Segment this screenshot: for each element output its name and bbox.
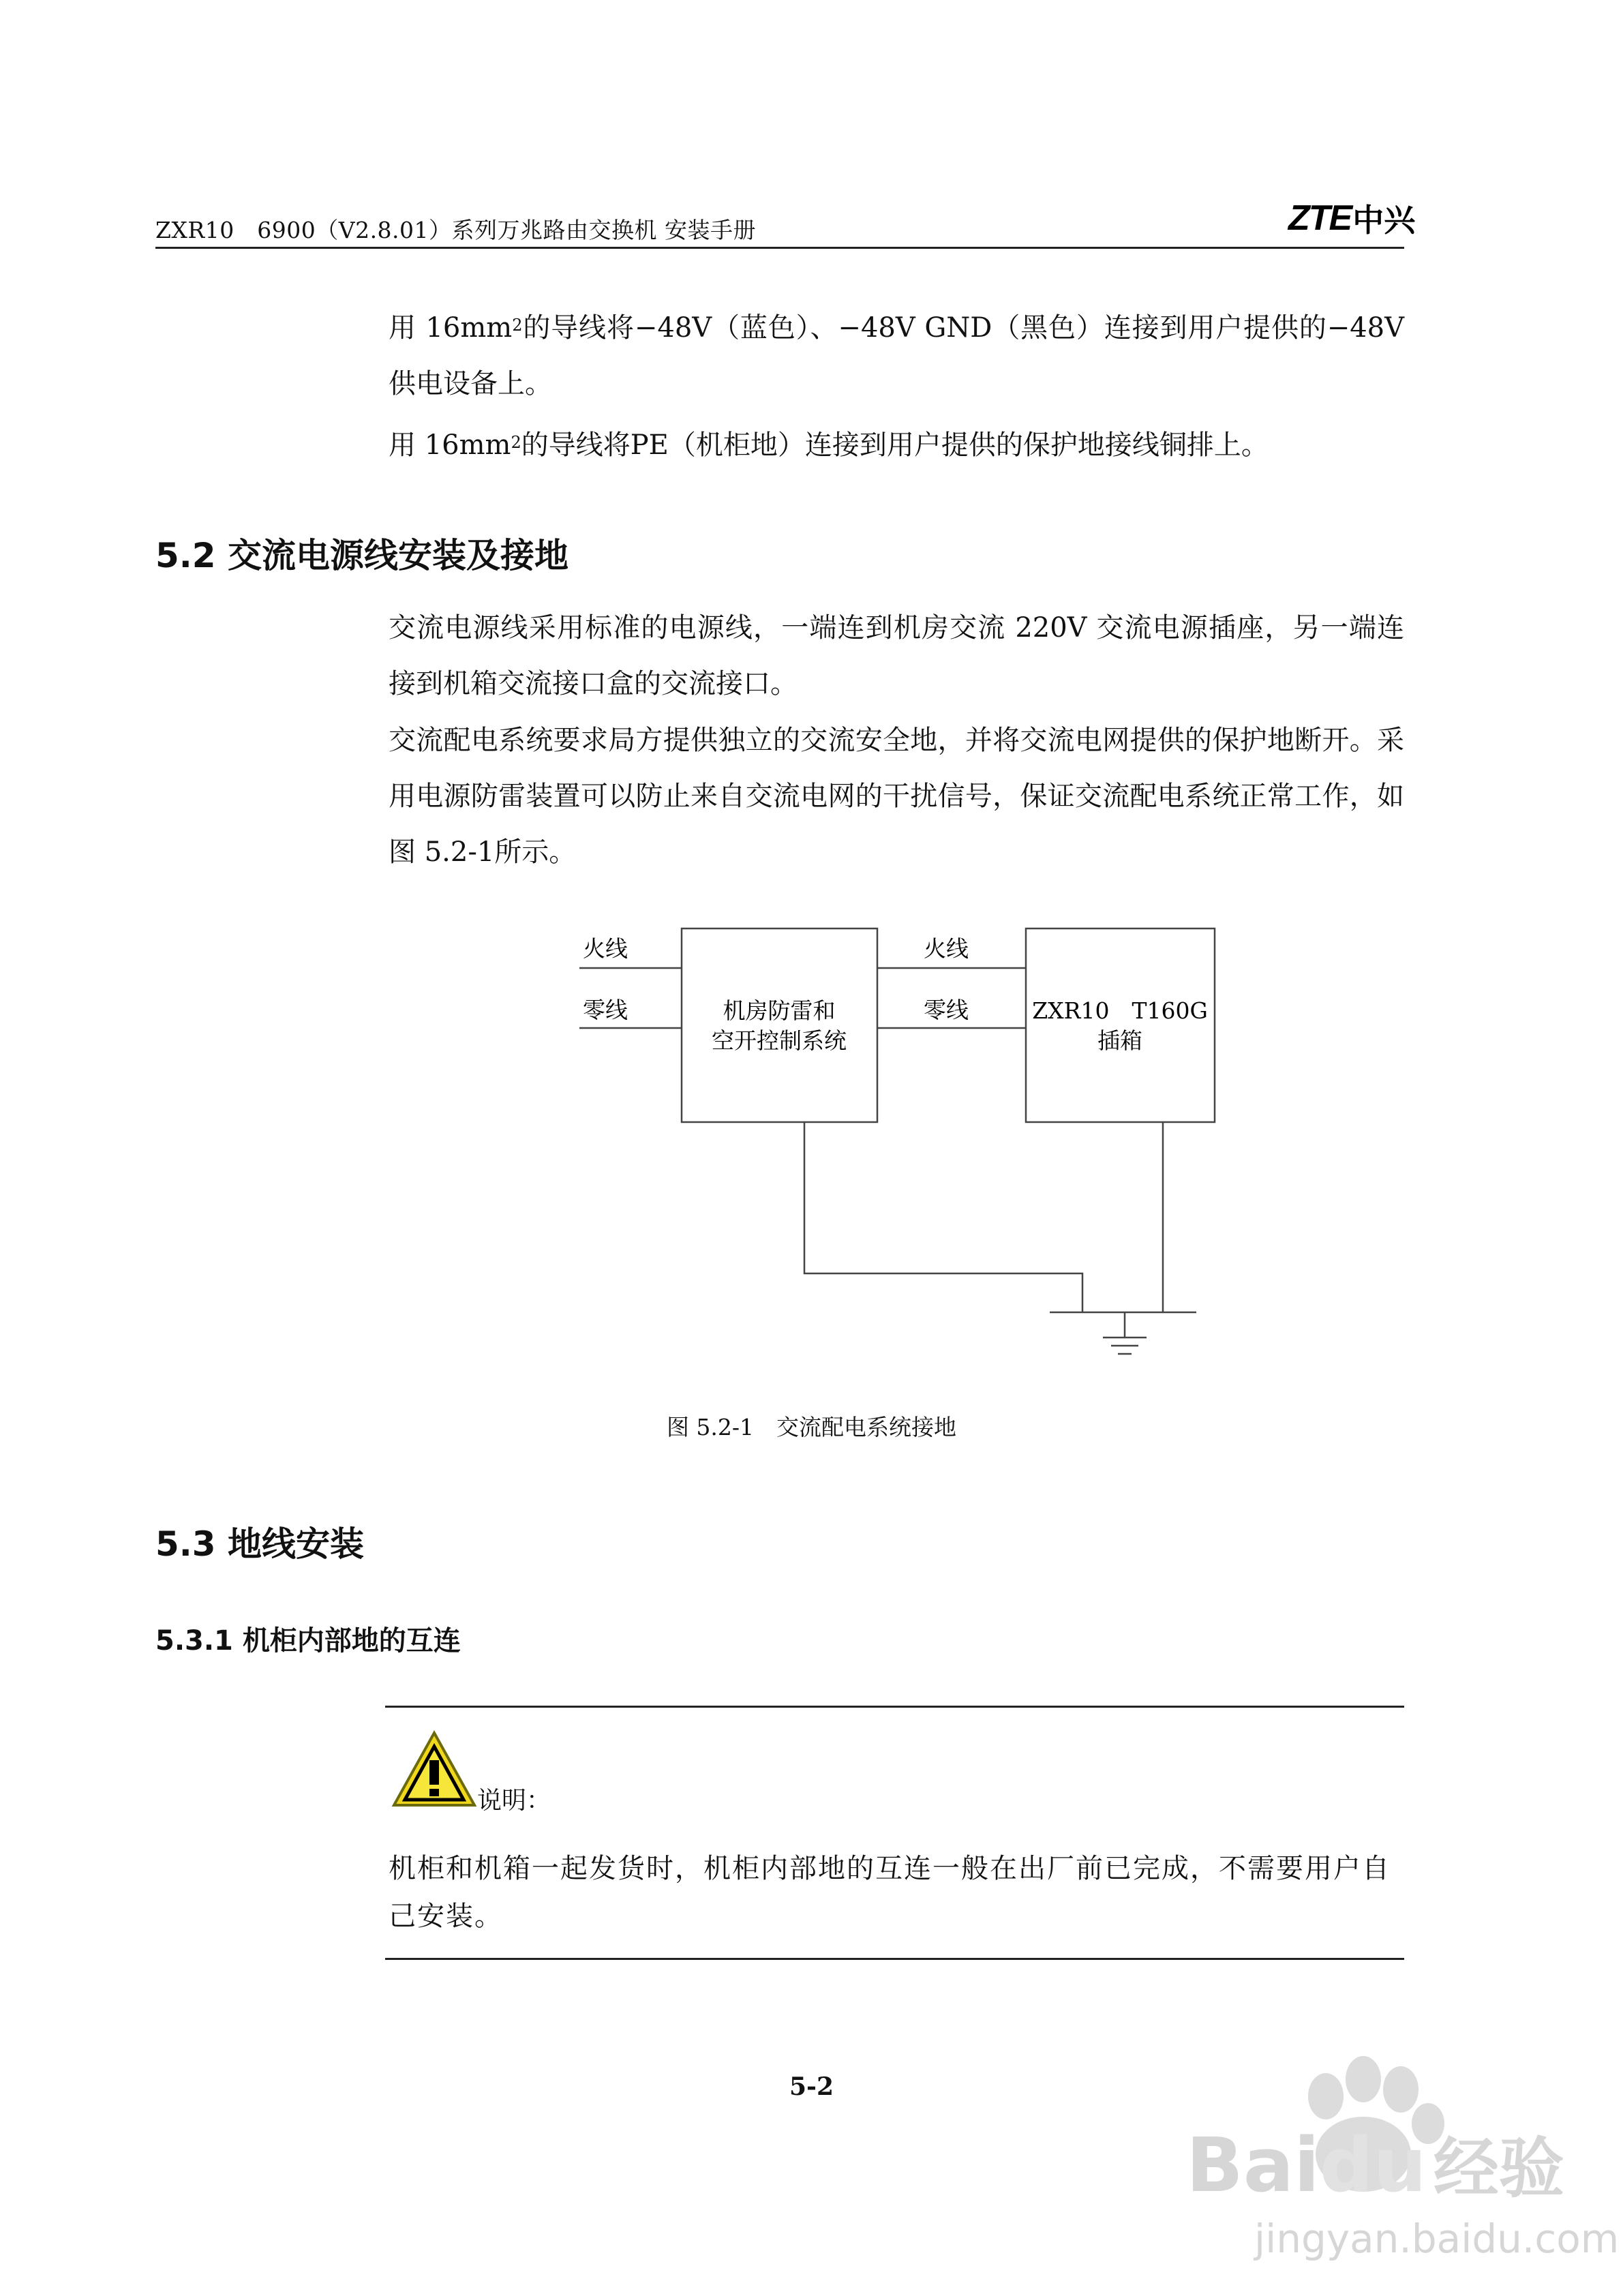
figure-caption: 图 5.2-1 交流配电系统接地: [666, 1414, 957, 1440]
note-label: 说明：: [477, 1787, 551, 1815]
chassis-box: [1026, 928, 1215, 1122]
box1-ground-wire: [804, 1122, 1082, 1312]
running-header: ZXR10 6900（V2.8.01）系列万兆路由交换机 安装手册: [155, 217, 757, 243]
page-number: 5-2: [789, 2072, 834, 2101]
box1-label-1: 机房防雷和: [723, 997, 836, 1024]
watermark-brand: Bai: [1186, 2121, 1320, 2209]
subsection-heading-5-3-1: 5.3.1 机柜内部地的互连: [155, 1625, 461, 1657]
mid-neutral-label: 零线: [924, 997, 969, 1023]
note-top-rule: [385, 1706, 1404, 1708]
warning-triangle-icon: [390, 1729, 479, 1809]
section-5-2-paragraph-1: 交流电源线采用标准的电源线，一端连到机房交流 220V 交流电源插座，另一端连接到机箱交流接口盒的交流接口。: [389, 612, 1404, 699]
intro-paragraph-2: 用 $16mm^2$的导线将PE（机柜地）连接到用户提供的保护地接线铜排上。: [389, 429, 1269, 461]
logo-text: ZTE: [1288, 198, 1352, 238]
baidu-watermark: [1159, 2052, 1620, 2277]
left-live-label: 火线: [583, 935, 628, 962]
section-heading-5-2: 5.2 交流电源线安装及接地: [155, 536, 568, 575]
lightning-protection-box: [682, 928, 877, 1122]
watermark-brand-du: du: [1319, 2121, 1427, 2209]
watermark-url: jingyan.baidu.com: [1254, 2216, 1620, 2262]
box2-label-1: ZXR10 T160G: [1032, 997, 1208, 1024]
box2-label-2: 插箱: [1097, 1027, 1142, 1054]
box1-label-2: 空开控制系统: [712, 1027, 847, 1054]
mid-live-label: 火线: [924, 935, 969, 962]
left-neutral-label: 零线: [583, 997, 628, 1023]
note-text: 机柜和机箱一起发货时，机柜内部地的互连一般在出厂前已完成，不需要用户自己安装。: [389, 1853, 1391, 1932]
section-5-2-paragraph-2: 交流配电系统要求局方提供独立的交流安全地，并将交流电网提供的保护地断开。采用电源防雷装置可以防止来自交流电网的干扰信号，保证交流配电系统正常工作，如图 5.2-1所示。: [389, 725, 1404, 868]
note-bottom-rule: [385, 1958, 1404, 1960]
section-heading-5-3: 5.3 地线安装: [155, 1524, 364, 1564]
logo-cn-text: 中兴: [1352, 202, 1416, 239]
watermark-brand-cn: 经验: [1433, 2130, 1564, 2207]
intro-paragraph-1: 用 $16mm^2$的导线将−48V（蓝色）、−48V GND（黑色）连接到用户提供的−48V供电设备上。: [389, 312, 1405, 399]
